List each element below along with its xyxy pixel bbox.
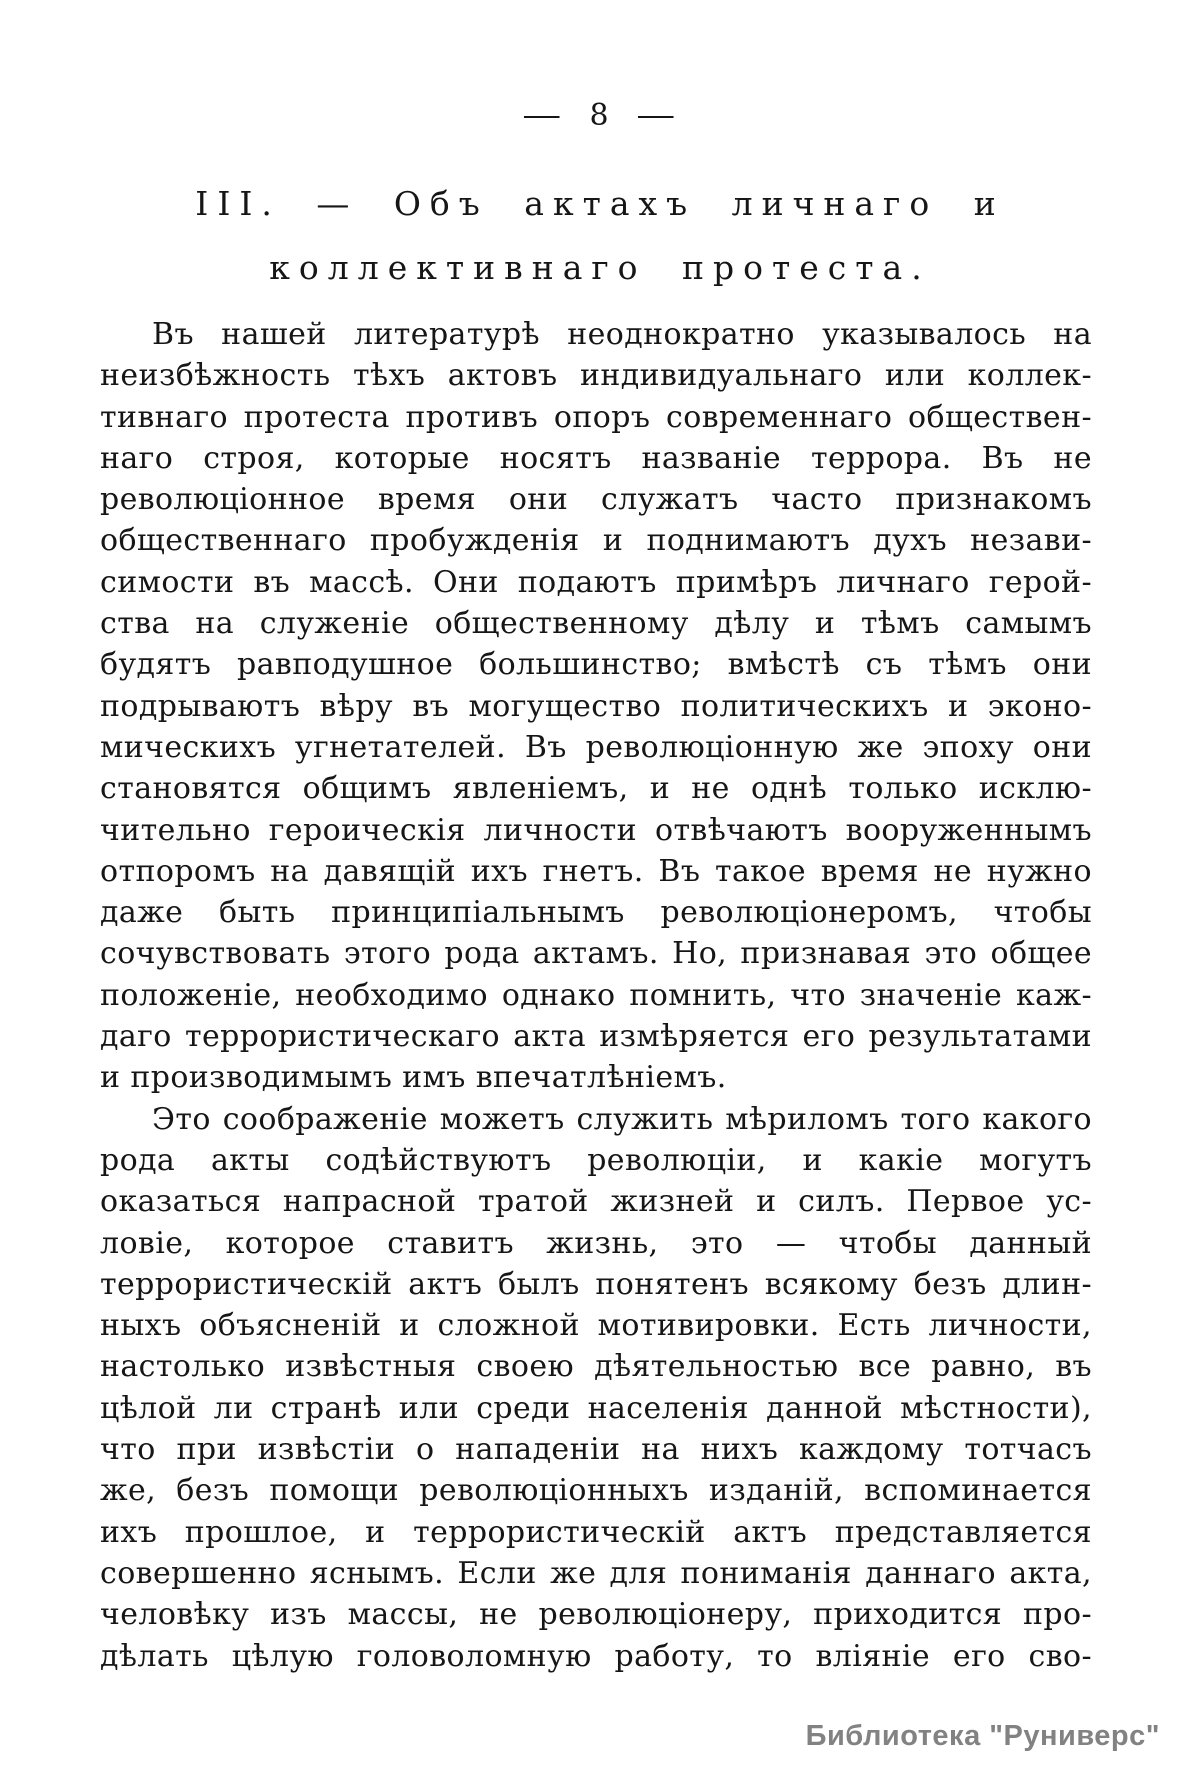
text-line: же, безъ помощи революціонныхъ изданій, вспоминается bbox=[100, 1473, 1092, 1509]
text-line: человѣку изъ массы, не революціонеру, приходится про- bbox=[100, 1597, 1092, 1633]
chapter-heading-line-2: коллективнаго протеста. bbox=[269, 248, 931, 287]
text-line: тивнаго протеста противъ опоръ современнаго обществен- bbox=[100, 399, 1092, 435]
text-line: отпоромъ на давящій ихъ гнетъ. Въ такое время не нужно bbox=[100, 853, 1092, 889]
text-line: положеніе, необходимо однако помнить, что значеніе каж- bbox=[100, 977, 1092, 1013]
text-line: становятся общимъ явленіемъ, и не однѣ только исклю- bbox=[100, 771, 1092, 807]
text-line: оказаться напрасной тратой жизней и силъ. Первое ус- bbox=[100, 1184, 1092, 1220]
text-line: террористическій актъ былъ понятенъ всякому безъ длин- bbox=[100, 1266, 1092, 1302]
body-text bbox=[100, 314, 1092, 1677]
text-line: цѣлой ли странѣ или среди населенія данной мѣстности), bbox=[100, 1390, 1092, 1426]
text-line: ихъ прошлое, и террористическій актъ представляется bbox=[100, 1514, 1092, 1550]
text-line: что при извѣстіи о нападеніи на нихъ каждому тотчасъ bbox=[100, 1432, 1092, 1468]
text-line: революціонное время они служатъ часто признакомъ bbox=[100, 482, 1092, 518]
text-line: настолько извѣстныя своею дѣятельностью все равно, въ bbox=[100, 1349, 1092, 1385]
chapter-heading bbox=[0, 172, 1200, 300]
text-line: будятъ равподушное большинство; вмѣстѣ съ тѣмъ они bbox=[100, 647, 1092, 683]
text-line: симости въ массѣ. Они подаютъ примѣръ личнаго герой- bbox=[100, 564, 1092, 600]
text-line: мическихъ угнетателей. Въ революціонную же эпоху они bbox=[100, 729, 1092, 765]
text-line: Это соображеніе можетъ служить мѣриломъ того какого bbox=[152, 1101, 1092, 1137]
text-line: общественнаго пробужденія и поднимаютъ духъ незави- bbox=[100, 523, 1092, 559]
text-line: совершенно яснымъ. Если же для пониманія даннаго акта, bbox=[100, 1555, 1092, 1591]
text-line: чительно героическія личности отвѣчаютъ вооруженнымъ bbox=[100, 812, 1092, 848]
text-line: даже быть принципіальнымъ революціонеромъ, чтобы bbox=[100, 895, 1092, 931]
text-line: Въ нашей литературѣ неоднократно указывалось на bbox=[152, 317, 1092, 352]
text-line: ства на служеніе общественному дѣлу и тѣмъ самымъ bbox=[100, 606, 1092, 642]
text-line: ныхъ объясненій и сложной мотивировки. Есть личности, bbox=[100, 1308, 1092, 1344]
page-number-dash-right: — bbox=[635, 98, 678, 133]
text-line: дѣлать цѣлую головоломную работу, то вліяніе его сво- bbox=[100, 1638, 1092, 1674]
page-number-dash-left: — bbox=[522, 98, 565, 133]
text-line: ловіе, которое ставитъ жизнь, это — чтобы данный bbox=[100, 1225, 1092, 1261]
text-line: рода акты содѣйствуютъ революціи, и какіе могутъ bbox=[100, 1142, 1092, 1178]
library-watermark: Библиотека "Руниверс" bbox=[805, 1720, 1160, 1752]
page-number: 8 bbox=[589, 98, 611, 133]
chapter-heading-line-1: III. — Объ актахъ личнаго и bbox=[195, 184, 1005, 223]
text-line: даго террористическаго акта измѣряется его результатами bbox=[100, 1019, 1092, 1055]
page-number-row bbox=[0, 98, 1200, 133]
text-line: наго строя, которые носятъ названіе террора. Въ не bbox=[100, 440, 1092, 476]
text-line: неизбѣжность тѣхъ актовъ индивидуальнаго или коллек- bbox=[100, 358, 1092, 394]
text-line: и производимымъ имъ впечатлѣніемъ. bbox=[100, 1060, 727, 1096]
text-line: сочувствовать этого рода актамъ. Но, признавая это общее bbox=[100, 936, 1092, 972]
text-line: подрываютъ вѣру въ могущество политическихъ и эконо- bbox=[100, 688, 1092, 724]
